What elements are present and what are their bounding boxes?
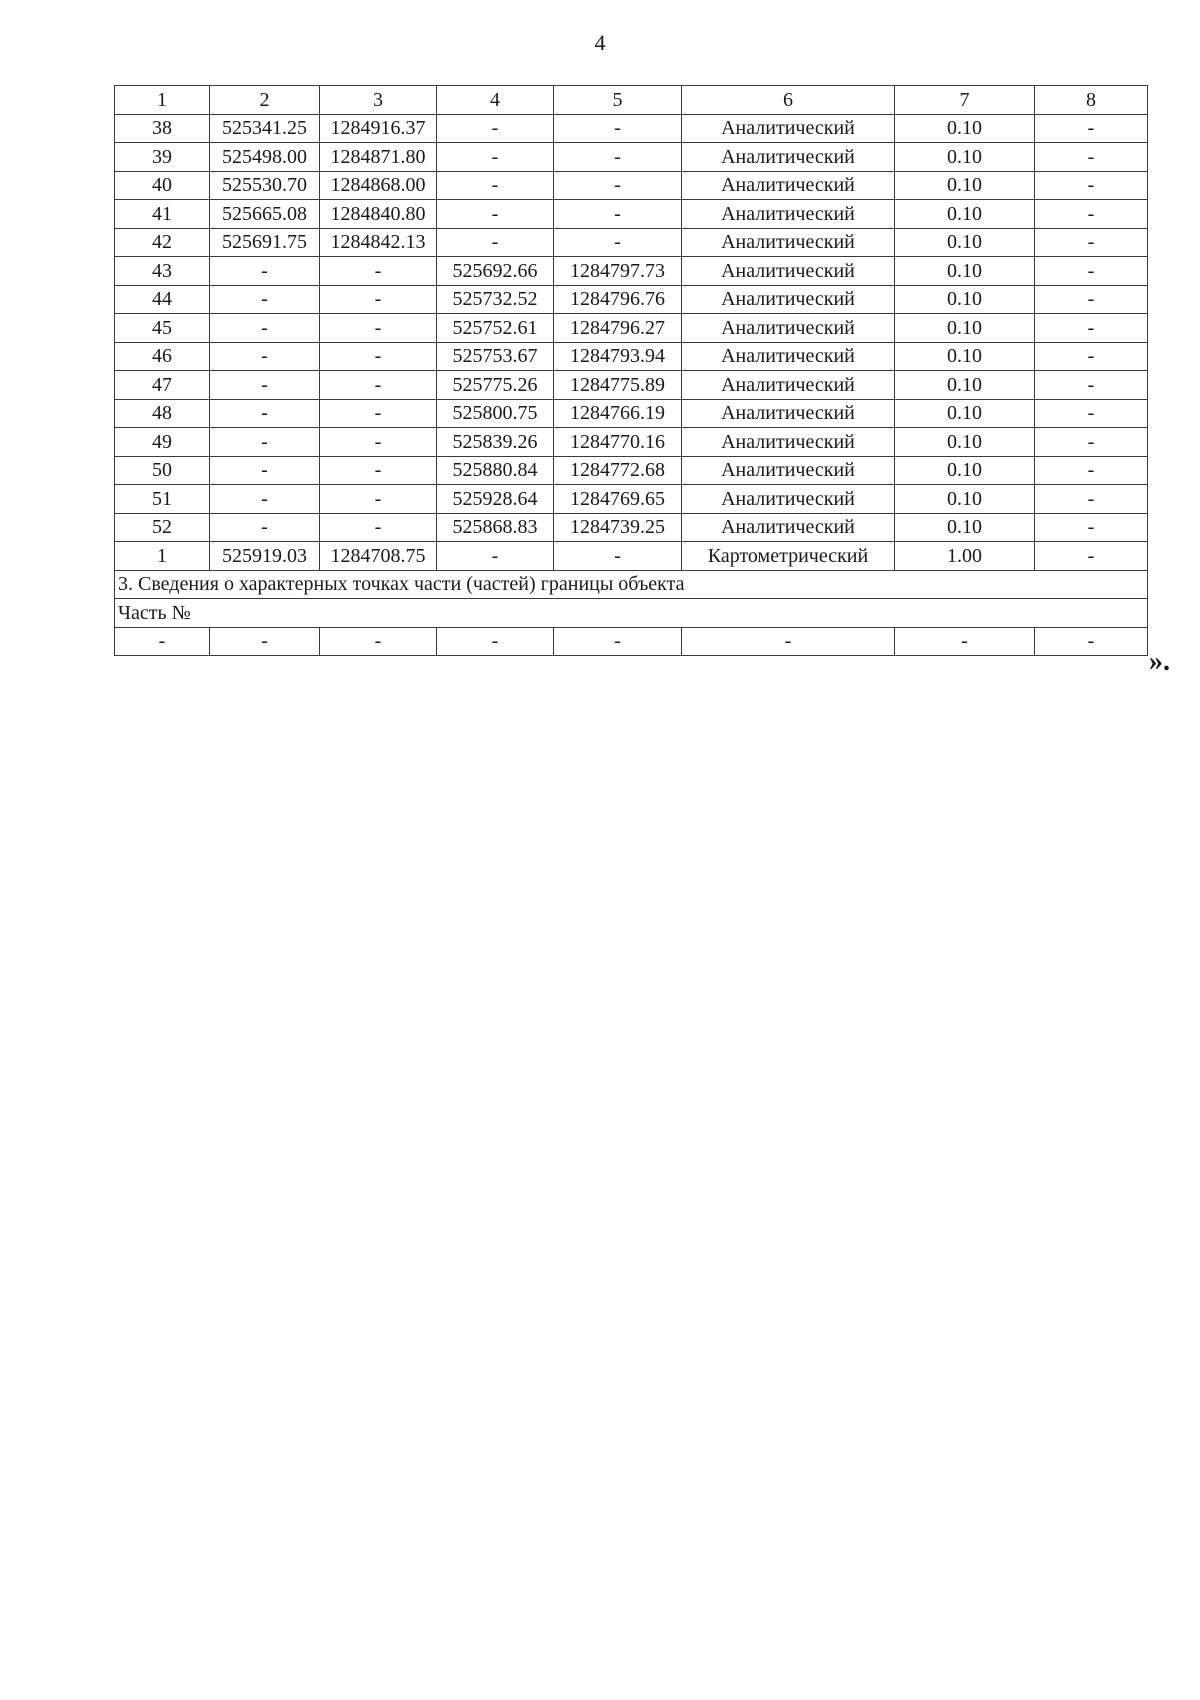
part-label: Часть № (115, 599, 1148, 628)
table-cell-col-7: 0.10 (895, 228, 1035, 257)
table-cell-col-3: - (320, 456, 437, 485)
table-cell-col-4: 4 (437, 86, 554, 115)
table-cell-col-8: - (1035, 314, 1148, 343)
table-cell-col-8: - (1035, 513, 1148, 542)
table-cell-col-6: Аналитический (682, 228, 895, 257)
table-row (115, 342, 1148, 371)
table-body (115, 86, 1148, 656)
table-cell-col-8: - (1035, 485, 1148, 514)
table-cell-col-7: 0.10 (895, 513, 1035, 542)
table-cell-col-4: 525928.64 (437, 485, 554, 514)
table-cell-col-2: - (210, 342, 320, 371)
table-cell-col-8: 8 (1035, 86, 1148, 115)
table-cell-col-8: - (1035, 542, 1148, 571)
table-cell-col-3: - (320, 627, 437, 656)
table-cell-col-2: - (210, 428, 320, 457)
table-cell-col-6: Аналитический (682, 371, 895, 400)
table-cell-col-2: - (210, 285, 320, 314)
table-cell-col-4: 525868.83 (437, 513, 554, 542)
table-row (115, 171, 1148, 200)
part-label-row (115, 599, 1148, 628)
table-cell-col-4: 525775.26 (437, 371, 554, 400)
table-cell-col-5: - (554, 171, 682, 200)
table-cell-col-3: - (320, 257, 437, 286)
table-cell-col-4: - (437, 200, 554, 229)
table-cell-col-8: - (1035, 456, 1148, 485)
table-cell-col-4: 525753.67 (437, 342, 554, 371)
table-row (115, 114, 1148, 143)
table-cell-col-5: 1284772.68 (554, 456, 682, 485)
table-cell-col-6: Аналитический (682, 428, 895, 457)
table-cell-col-7: 0.10 (895, 314, 1035, 343)
table-cell-col-2: - (210, 627, 320, 656)
table-cell-col-5: - (554, 114, 682, 143)
table-cell-col-2: - (210, 314, 320, 343)
table-cell-col-6: Аналитический (682, 171, 895, 200)
table-cell-col-6: Аналитический (682, 314, 895, 343)
table-cell-col-4: 525880.84 (437, 456, 554, 485)
table-cell-col-5: - (554, 542, 682, 571)
table-cell-col-7: 1.00 (895, 542, 1035, 571)
table-cell-col-5: - (554, 200, 682, 229)
table-cell-col-7: 0.10 (895, 171, 1035, 200)
table-cell-col-8: - (1035, 627, 1148, 656)
table-cell-col-5: 1284797.73 (554, 257, 682, 286)
table-cell-col-7: 0.10 (895, 485, 1035, 514)
table-cell-col-6: Аналитический (682, 200, 895, 229)
table-cell-col-7: 0.10 (895, 285, 1035, 314)
table-cell-col-7: 0.10 (895, 342, 1035, 371)
table-cell-col-1: 51 (115, 485, 210, 514)
table-row (115, 143, 1148, 172)
table-cell-col-6: Аналитический (682, 114, 895, 143)
table-cell-col-3: - (320, 428, 437, 457)
table-cell-col-7: 0.10 (895, 456, 1035, 485)
table-cell-col-2: 525691.75 (210, 228, 320, 257)
table-cell-col-8: - (1035, 171, 1148, 200)
table-cell-col-3: 1284840.80 (320, 200, 437, 229)
table-cell-col-1: 42 (115, 228, 210, 257)
empty-part-row (115, 627, 1148, 656)
table-cell-col-1: 39 (115, 143, 210, 172)
table-cell-col-3: 1284708.75 (320, 542, 437, 571)
table-row (115, 513, 1148, 542)
table-row (115, 456, 1148, 485)
table-cell-col-3: 3 (320, 86, 437, 115)
section-title-row (115, 570, 1148, 599)
table-cell-col-2: 525341.25 (210, 114, 320, 143)
table-cell-col-1: 52 (115, 513, 210, 542)
section-title: 3. Сведения о характерных точках части (частей) границы объекта (115, 570, 1148, 599)
table-cell-col-5: - (554, 143, 682, 172)
table-cell-col-1: - (115, 627, 210, 656)
table-cell-col-8: - (1035, 257, 1148, 286)
table-cell-col-7: 0.10 (895, 257, 1035, 286)
table-cell-col-4: - (437, 114, 554, 143)
table-cell-col-6: 6 (682, 86, 895, 115)
table-cell-col-8: - (1035, 342, 1148, 371)
table-cell-col-2: 525530.70 (210, 171, 320, 200)
table-row (115, 371, 1148, 400)
table-cell-col-3: - (320, 285, 437, 314)
table-cell-col-7: 0.10 (895, 200, 1035, 229)
table-cell-col-5: 1284775.89 (554, 371, 682, 400)
table-header-row (115, 86, 1148, 115)
table-cell-col-5: 1284769.65 (554, 485, 682, 514)
table-cell-col-1: 50 (115, 456, 210, 485)
table-cell-col-4: 525752.61 (437, 314, 554, 343)
table-cell-col-5: 1284766.19 (554, 399, 682, 428)
table-cell-col-5: 1284793.94 (554, 342, 682, 371)
table-cell-col-8: - (1035, 143, 1148, 172)
table-cell-col-6: - (682, 627, 895, 656)
table-cell-col-4: - (437, 542, 554, 571)
table-cell-col-6: Картометрический (682, 542, 895, 571)
table-cell-col-4: - (437, 627, 554, 656)
table-cell-col-5: - (554, 627, 682, 656)
table-cell-col-4: - (437, 228, 554, 257)
table-cell-col-4: - (437, 171, 554, 200)
table-cell-col-3: - (320, 314, 437, 343)
table-cell-col-2: 525498.00 (210, 143, 320, 172)
table-cell-col-2: 525665.08 (210, 200, 320, 229)
table-cell-col-3: - (320, 485, 437, 514)
table-cell-col-5: 1284796.76 (554, 285, 682, 314)
table-cell-col-7: 7 (895, 86, 1035, 115)
table-row (115, 228, 1148, 257)
table-cell-col-3: - (320, 342, 437, 371)
table-cell-col-4: 525839.26 (437, 428, 554, 457)
table-cell-col-6: Аналитический (682, 399, 895, 428)
table-cell-col-1: 44 (115, 285, 210, 314)
table-cell-col-4: 525800.75 (437, 399, 554, 428)
table-cell-col-3: 1284916.37 (320, 114, 437, 143)
table-cell-col-1: 46 (115, 342, 210, 371)
table-cell-col-5: - (554, 228, 682, 257)
table-cell-col-8: - (1035, 428, 1148, 457)
table-row (115, 257, 1148, 286)
table-cell-col-8: - (1035, 228, 1148, 257)
table-cell-col-3: - (320, 513, 437, 542)
table-cell-col-6: Аналитический (682, 513, 895, 542)
table-cell-col-8: - (1035, 285, 1148, 314)
table-cell-col-6: Аналитический (682, 342, 895, 371)
table-row (115, 428, 1148, 457)
table-cell-col-6: Аналитический (682, 143, 895, 172)
table-cell-col-5: 1284739.25 (554, 513, 682, 542)
table-row (115, 485, 1148, 514)
table-cell-col-7: - (895, 627, 1035, 656)
table-cell-col-7: 0.10 (895, 399, 1035, 428)
table-row (115, 542, 1148, 571)
table-row (115, 399, 1148, 428)
table-cell-col-8: - (1035, 114, 1148, 143)
table-cell-col-1: 40 (115, 171, 210, 200)
table-cell-col-2: - (210, 371, 320, 400)
table-cell-col-6: Аналитический (682, 485, 895, 514)
table-cell-col-2: - (210, 257, 320, 286)
table-cell-col-3: 1284871.80 (320, 143, 437, 172)
table-cell-col-8: - (1035, 399, 1148, 428)
table-cell-col-7: 0.10 (895, 114, 1035, 143)
table-cell-col-1: 47 (115, 371, 210, 400)
table-cell-col-4: - (437, 143, 554, 172)
table-cell-col-2: 525919.03 (210, 542, 320, 571)
table-cell-col-1: 45 (115, 314, 210, 343)
table-cell-col-2: - (210, 399, 320, 428)
coordinates-table (114, 85, 1148, 656)
table-cell-col-3: 1284842.13 (320, 228, 437, 257)
table-cell-col-1: 48 (115, 399, 210, 428)
table-cell-col-5: 5 (554, 86, 682, 115)
closing-quote-mark: ». (1149, 646, 1170, 677)
table-cell-col-5: 1284796.27 (554, 314, 682, 343)
table-cell-col-1: 38 (115, 114, 210, 143)
table-cell-col-1: 41 (115, 200, 210, 229)
table-cell-col-2: - (210, 456, 320, 485)
table-row (115, 200, 1148, 229)
table-cell-col-3: - (320, 371, 437, 400)
table-row (115, 285, 1148, 314)
table-row (115, 314, 1148, 343)
table-cell-col-4: 525732.52 (437, 285, 554, 314)
table-cell-col-2: - (210, 513, 320, 542)
table-cell-col-6: Аналитический (682, 285, 895, 314)
page-number: 4 (594, 30, 606, 55)
table-cell-col-4: 525692.66 (437, 257, 554, 286)
table-cell-col-6: Аналитический (682, 257, 895, 286)
table-cell-col-8: - (1035, 200, 1148, 229)
table-cell-col-5: 1284770.16 (554, 428, 682, 457)
table-cell-col-8: - (1035, 371, 1148, 400)
table-cell-col-1: 1 (115, 86, 210, 115)
table-cell-col-7: 0.10 (895, 143, 1035, 172)
table-cell-col-6: Аналитический (682, 456, 895, 485)
table-cell-col-3: 1284868.00 (320, 171, 437, 200)
table-cell-col-2: 2 (210, 86, 320, 115)
table-cell-col-7: 0.10 (895, 371, 1035, 400)
table-cell-col-1: 49 (115, 428, 210, 457)
table-cell-col-1: 1 (115, 542, 210, 571)
table-cell-col-3: - (320, 399, 437, 428)
table-cell-col-2: - (210, 485, 320, 514)
table-cell-col-7: 0.10 (895, 428, 1035, 457)
table-cell-col-1: 43 (115, 257, 210, 286)
